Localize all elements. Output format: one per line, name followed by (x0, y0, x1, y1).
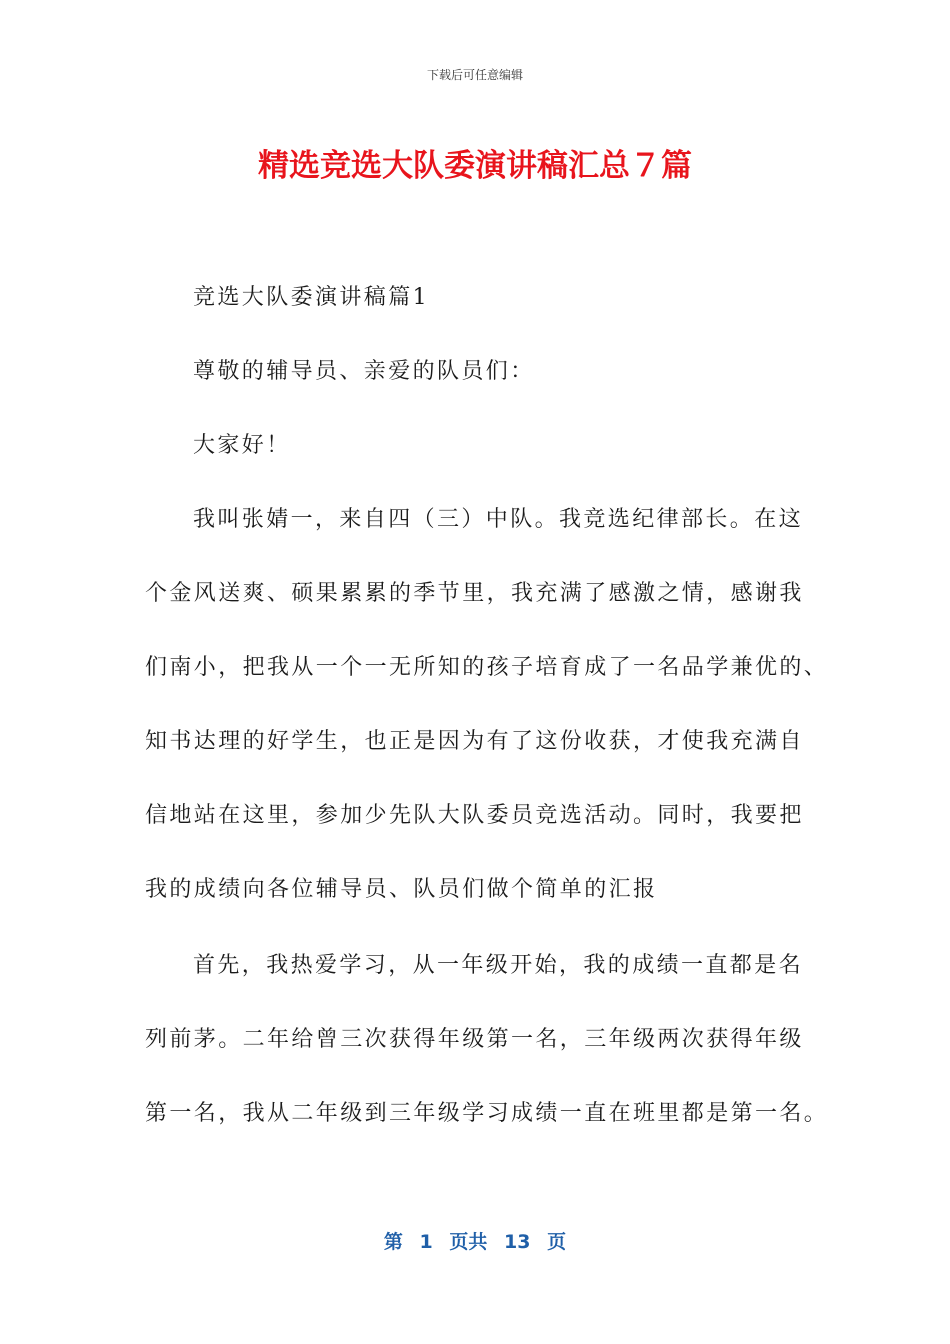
current-page-number: 1 (419, 1231, 433, 1253)
paragraph-line: 首先，我热爱学习，从一年级开始，我的成绩一直都是名 (193, 953, 804, 978)
paragraph-line: 们南小，把我从一个一无所知的孩子培育成了一名品学兼优的、 (145, 655, 829, 680)
greeting: 大家好！ (193, 433, 291, 458)
total-pages: 13 (504, 1231, 531, 1253)
paragraph-line: 个金风送爽、硕果累累的季节里，我充满了感激之情，感谢我 (145, 581, 804, 606)
paragraph-line: 我叫张婧一，来自四（三）中队。我竞选纪律部长。在这 (193, 507, 804, 532)
download-note: 下载后可任意编辑 (426, 68, 523, 82)
paragraph-line: 第一名，我从二年级到三年级学习成绩一直在班里都是第一名。 (145, 1101, 829, 1126)
document-title: 精选竞选大队委演讲稿汇总７篇 (258, 148, 692, 184)
paragraph-line: 我的成绩向各位辅导员、队员们做个简单的汇报 (145, 877, 658, 902)
paragraph-line: 列前茅。二年给曾三次获得年级第一名，三年级两次获得年级 (145, 1027, 804, 1052)
footer-suffix: 页 (547, 1231, 567, 1253)
paragraph-line: 信地站在这里，参加少先队大队委员竞选活动。同时，我要把 (145, 803, 804, 828)
section-heading: 竞选大队委演讲稿篇1 (193, 285, 429, 310)
page-footer (0, 1227, 950, 1254)
footer-prefix: 第 (383, 1231, 403, 1253)
salutation: 尊敬的辅导员、亲爱的队员们： (193, 359, 535, 384)
paragraph-line: 知书达理的好学生，也正是因为有了这份收获，才使我充满自 (145, 729, 804, 754)
footer-middle: 页共 (449, 1231, 488, 1253)
